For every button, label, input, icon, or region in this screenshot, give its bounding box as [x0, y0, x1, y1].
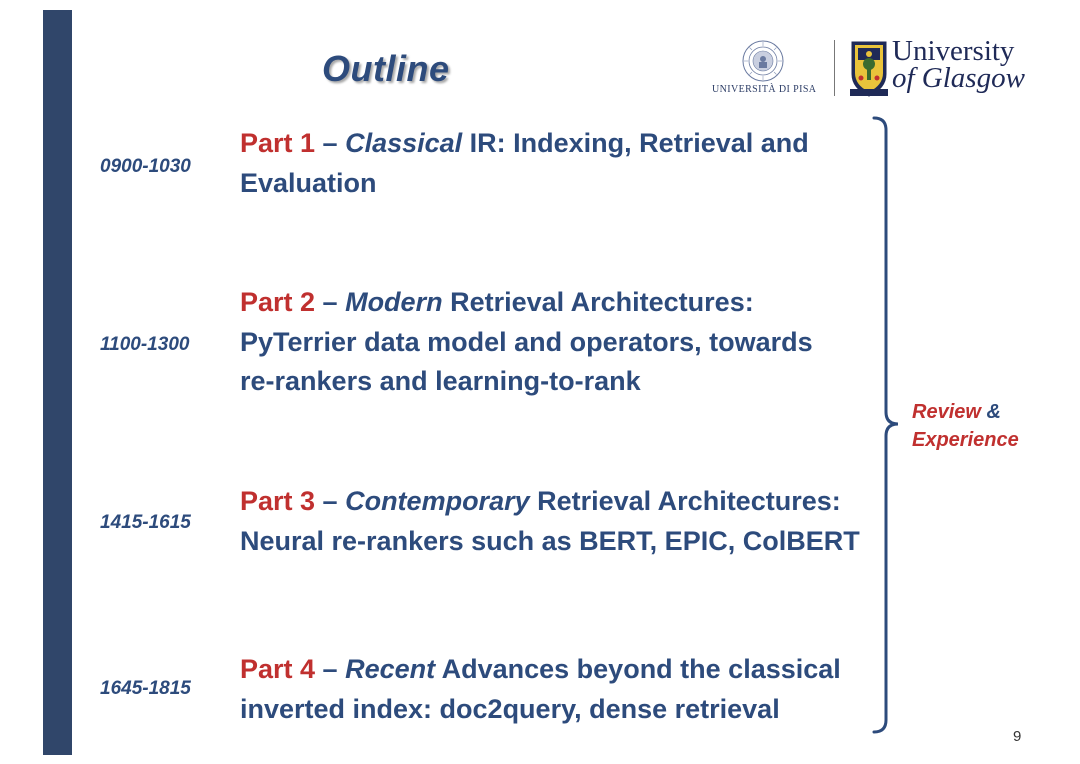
part-label: Part 4	[240, 654, 316, 684]
agenda-line: inverted index: doc2query, dense retrieval	[240, 693, 780, 724]
time-slot-part-1: 0900-1030	[100, 156, 191, 177]
right-curly-bracket	[872, 116, 912, 736]
agenda-line: PyTerrier data model and operators, towards	[240, 326, 813, 357]
slide-title: Outline	[322, 48, 450, 89]
part-dash: –	[315, 128, 346, 158]
time-slot-part-2: 1100-1300	[100, 334, 190, 355]
part-emphasis: Classical	[345, 128, 463, 158]
review-experience-note	[912, 398, 1019, 454]
part-heading-rest: Retrieval Architectures:	[529, 486, 841, 516]
part-heading-rest: Retrieval Architectures:	[442, 287, 754, 317]
agenda-line: re-rankers and learning-to-rank	[240, 366, 641, 396]
glasgow-wordmark-line1: University	[892, 35, 1015, 67]
part-heading-rest: Advances beyond the classical	[435, 654, 841, 684]
review-word: Review	[912, 401, 981, 423]
agenda-item-part-3	[240, 482, 890, 561]
time-slot-part-4: 1645-1815	[100, 678, 191, 699]
part-label: Part 2	[240, 287, 316, 317]
left-accent-bar	[43, 10, 72, 755]
part-dash: –	[315, 486, 346, 516]
page-number: 9	[1013, 728, 1022, 745]
agenda-line: Evaluation	[240, 167, 377, 198]
agenda-line: Neural re-rankers such as BERT, EPIC, ColBERT	[240, 525, 860, 556]
pisa-seal-icon	[742, 40, 784, 82]
glasgow-wordmark	[892, 35, 1025, 94]
experience-word: Experience	[912, 429, 1019, 451]
agenda-line	[240, 650, 890, 690]
part-heading-rest: IR: Indexing, Retrieval and	[462, 128, 809, 158]
glasgow-crest-icon	[850, 40, 888, 98]
part-emphasis: Modern	[345, 287, 443, 317]
time-slot-part-3: 1415-1615	[100, 512, 191, 533]
logo-divider	[834, 40, 835, 96]
agenda-line	[240, 283, 890, 323]
review-line	[912, 398, 1019, 426]
agenda-line	[240, 482, 890, 522]
university-of-pisa-logo	[712, 40, 817, 100]
pisa-logo-text: UNIVERSITÀ DI PISA	[712, 84, 817, 95]
part-label: Part 1	[240, 128, 316, 158]
part-emphasis: Contemporary	[345, 486, 530, 516]
part-dash: –	[315, 654, 346, 684]
part-dash: –	[315, 287, 346, 317]
part-emphasis: Recent	[345, 654, 436, 684]
ampersand: &	[980, 401, 1001, 423]
glasgow-wordmark-line2: of Glasgow	[892, 62, 1025, 94]
agenda-item-part-1	[240, 124, 890, 203]
part-label: Part 3	[240, 486, 316, 516]
university-of-glasgow-logo	[850, 35, 1025, 100]
agenda-item-part-2	[240, 283, 890, 402]
agenda-line	[240, 124, 890, 164]
agenda-item-part-4	[240, 650, 890, 729]
